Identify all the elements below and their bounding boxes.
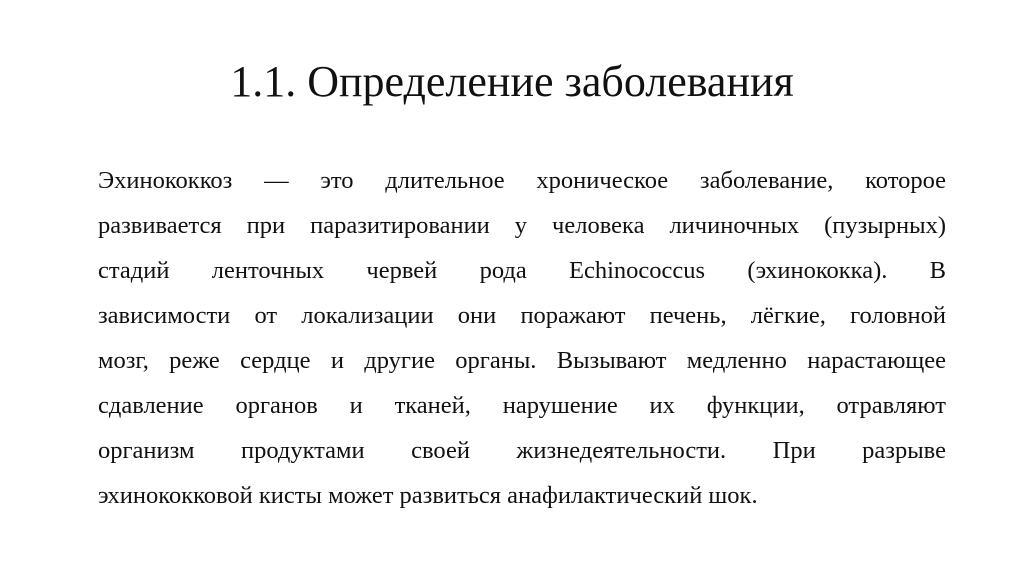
slide-body-paragraph bbox=[98, 158, 946, 518]
slide-title: 1.1. Определение заболевания bbox=[230, 57, 794, 106]
paragraph-line: Эхинококкоз — это длительное хроническое заболевание, которое bbox=[98, 167, 946, 194]
paragraph-line: эхинококковой кисты может развиться анафилактический шок. bbox=[98, 482, 758, 509]
paragraph-line: мозг, реже сердце и другие органы. Вызывают медленно нарастающее bbox=[98, 347, 946, 374]
paragraph-line: развивается при паразитировании у человека личиночных (пузырных) bbox=[98, 212, 946, 239]
paragraph-line: зависимости от локализации они поражают печень, лёгкие, головной bbox=[98, 302, 946, 329]
paragraph-line: организм продуктами своей жизнедеятельности. При разрыве bbox=[98, 437, 946, 464]
paragraph-line: стадий ленточных червей рода Echinococcus (эхинококка). В bbox=[98, 257, 946, 284]
paragraph-line: сдавление органов и тканей, нарушение их функции, отравляют bbox=[98, 392, 946, 419]
